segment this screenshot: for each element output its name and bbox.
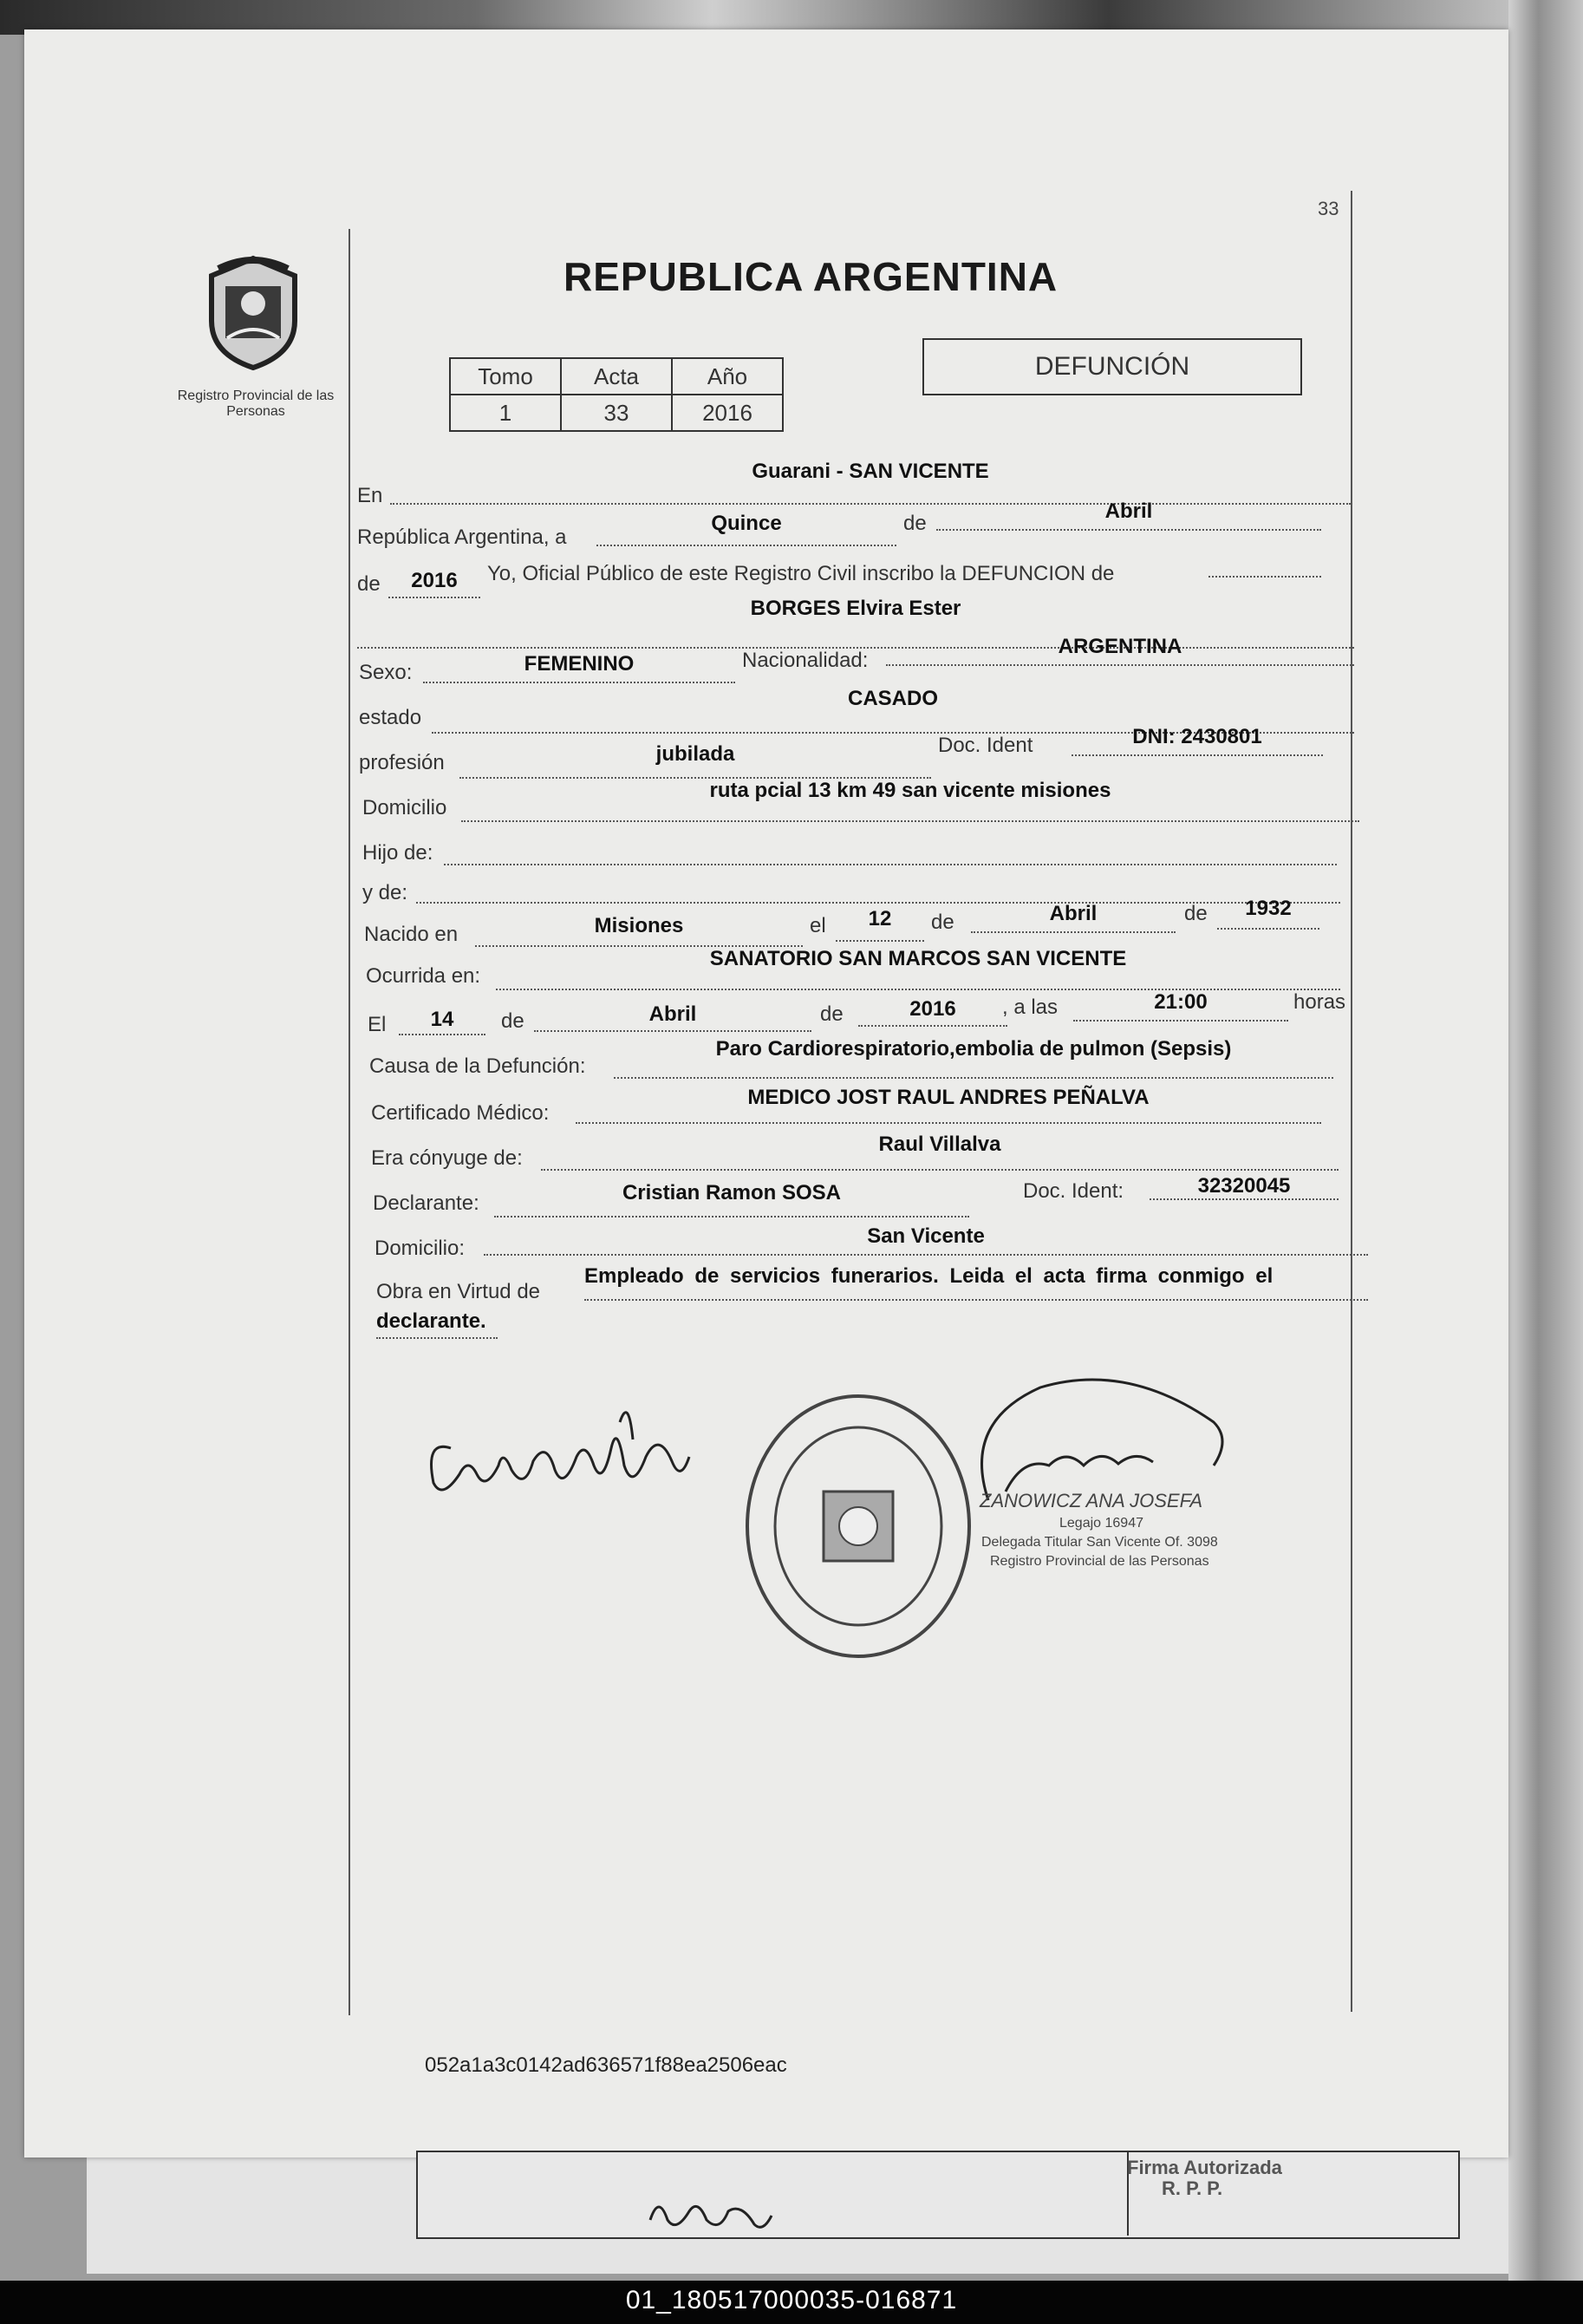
field-value-declarante-doc: 32320045: [1197, 1174, 1291, 1198]
field-label-domicilio2: Domicilio:: [375, 1237, 466, 1260]
field-line-yde: [416, 876, 1340, 904]
table-header: Año: [672, 358, 783, 395]
field-label-el: el: [810, 914, 826, 937]
field-value-conyuge: Raul Villalva: [878, 1133, 1001, 1156]
table-cell: 33: [561, 395, 672, 431]
scan-right-edge: [1508, 0, 1583, 2281]
scan-footer-id: 01_180517000035-016871: [625, 2286, 958, 2314]
field-label-certificado: Certificado Médico:: [371, 1101, 550, 1125]
field-label-en: En: [357, 484, 383, 507]
field-value-nacionalidad: ARGENTINA: [1058, 635, 1182, 658]
field-value-fecha-month: Abril: [648, 1002, 697, 1026]
field-label-alas: , a las: [1002, 996, 1059, 1019]
official-role: Delegada Titular San Vicente Of. 3098: [981, 1535, 1218, 1550]
field-value-nacido-day: 12: [868, 907, 892, 930]
field-value-nacido-month: Abril: [1049, 902, 1098, 925]
field-label-conyuge: Era cónyuge de:: [371, 1146, 523, 1170]
field-label-ocurrida: Ocurrida en:: [366, 964, 481, 988]
field-label-yde: y de:: [362, 881, 408, 904]
field-label-hijo: Hijo de:: [362, 841, 433, 865]
field-value-obra-line2: declarante.: [376, 1309, 486, 1333]
registry-table: [449, 357, 784, 432]
official-org: Registro Provincial de las Personas: [990, 1554, 1209, 1569]
field-line-trailing: [1208, 550, 1321, 578]
registry-label: Registro Provincial de las Personas: [177, 388, 335, 419]
field-value-obra-line1: Empleado de servicios funerarios. Leida el acta firma conmigo el: [584, 1264, 1274, 1288]
field-label-republica: República Argentina, a: [357, 526, 567, 549]
field-value-en: Guarani - SAN VICENTE: [752, 460, 989, 483]
field-value-sexo: FEMENINO: [524, 652, 635, 676]
deceased-name: BORGES Elvira Ester: [750, 597, 961, 620]
field-value-doc: DNI: 2430801: [1132, 725, 1262, 748]
field-line-obra2: [376, 1311, 498, 1339]
field-label-nacionalidad: Nacionalidad:: [742, 649, 869, 672]
right-margin-rule: [1351, 191, 1352, 2012]
field-label-declarante: Declarante:: [373, 1191, 479, 1215]
authorized-signature-label: Firma Autorizada R. P. P.: [1127, 2157, 1282, 2199]
field-value-profesion: jubilada: [655, 742, 735, 766]
field-value-domicilio: ruta pcial 13 km 49 san vicente misiones: [709, 779, 1111, 802]
page-number: 33: [1318, 198, 1339, 219]
field-line-hijo: [444, 838, 1337, 865]
field-label-de: de: [903, 512, 927, 535]
table-cell: 1: [450, 395, 561, 431]
field-label-de: de: [501, 1009, 524, 1033]
field-label-obra: Obra en Virtud de: [376, 1280, 541, 1303]
field-label-nacido: Nacido en: [364, 923, 459, 946]
field-label-de: de: [820, 1002, 844, 1026]
field-label-estado: estado: [359, 706, 422, 729]
field-label-domicilio: Domicilio: [362, 796, 447, 819]
field-label-doc: Doc. Ident: [938, 734, 1033, 757]
table-header: Acta: [561, 358, 672, 395]
field-value-fecha-time: 21:00: [1154, 990, 1208, 1014]
field-value-year: 2016: [411, 569, 458, 592]
left-margin-rule: [349, 229, 350, 2015]
table-header: Tomo: [450, 358, 561, 395]
field-label-de: de: [931, 911, 954, 934]
registry-seal-icon: [737, 1387, 980, 1665]
province-crest-icon: [192, 251, 314, 373]
field-value-fecha-day: 14: [430, 1008, 454, 1031]
document-title: REPUBLICA ARGENTINA: [563, 254, 1059, 299]
strip-handwriting: [642, 2185, 780, 2237]
field-value-nacido-place: Misiones: [594, 914, 684, 937]
field-value-nacido-year: 1932: [1245, 897, 1292, 920]
field-value-certificado: MEDICO JOST RAUL ANDRES PEÑALVA: [747, 1086, 1150, 1109]
field-label-profesion: profesión: [359, 751, 445, 774]
field-value-domicilio2: San Vicente: [867, 1224, 985, 1248]
table-cell: 2016: [672, 395, 783, 431]
field-value-ocurrida: SANATORIO SAN MARCOS SAN VICENTE: [709, 947, 1127, 970]
field-label-declarante-doc: Doc. Ident:: [1023, 1179, 1124, 1203]
field-label-de-year: de: [357, 572, 381, 596]
field-label-sexo: Sexo:: [359, 661, 413, 684]
field-value-declarante: Cristian Ramon SOSA: [622, 1181, 842, 1204]
field-label-causa: Causa de la Defunción:: [369, 1054, 586, 1078]
field-value-causa: Paro Cardiorespiratorio,embolia de pulmon (Sepsis): [715, 1037, 1232, 1061]
field-label-el-fecha: El: [368, 1013, 387, 1036]
record-type-box: DEFUNCIÓN: [922, 338, 1302, 395]
declarant-signature: [416, 1387, 711, 1518]
field-value-estado: CASADO: [847, 687, 938, 710]
field-label-de: de: [1184, 902, 1208, 925]
field-value-fecha-year: 2016: [909, 997, 956, 1021]
field-label-horas: horas: [1293, 990, 1346, 1014]
field-value-month: Abril: [1104, 499, 1153, 523]
underlying-sheet-strip: [416, 2151, 1460, 2239]
official-legajo: Legajo 16947: [1059, 1516, 1143, 1531]
field-value-day: Quince: [711, 512, 782, 535]
statement-text: Yo, Oficial Público de este Registro Civil inscribo la DEFUNCION de: [487, 562, 1115, 585]
official-name: ZANOWICZ ANA JOSEFA: [980, 1490, 1203, 1511]
document-hash: 052a1a3c0142ad636571f88ea2506eac: [425, 2053, 787, 2077]
scan-footer-bar: [0, 2281, 1583, 2324]
